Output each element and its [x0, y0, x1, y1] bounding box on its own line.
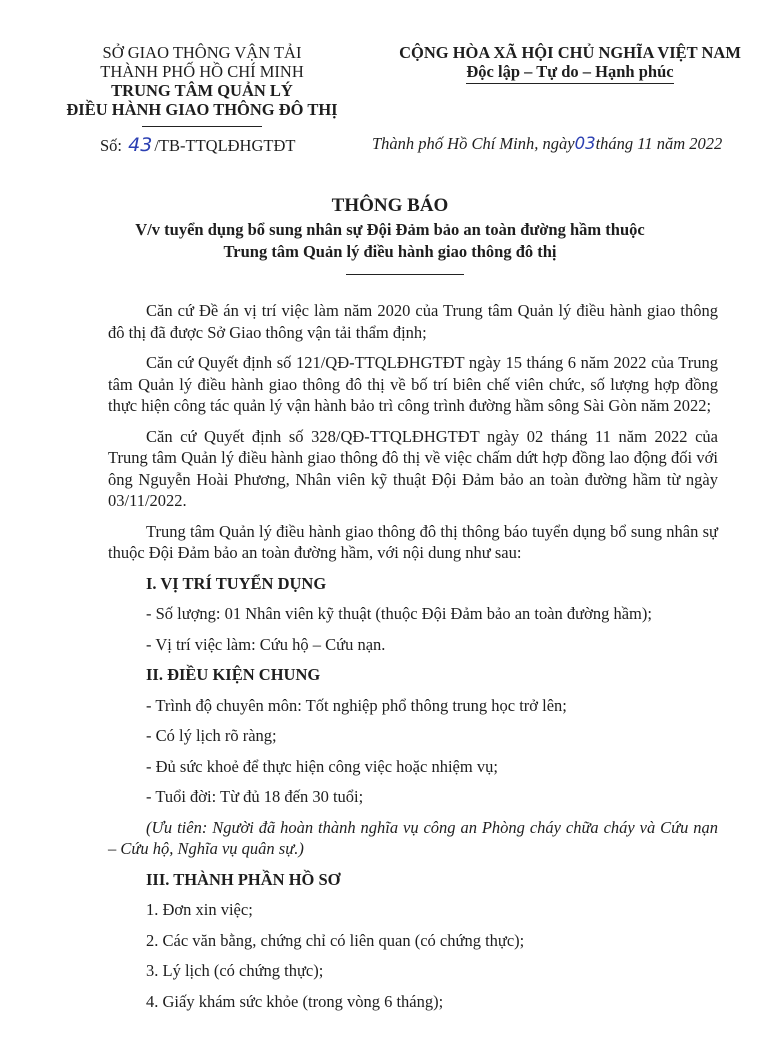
country-name: CỘNG HÒA XÃ HỘI CHỦ NGHĨA VIỆT NAM — [399, 43, 741, 62]
condition-item: - Có lý lịch rõ ràng; — [146, 726, 277, 745]
agency-line: SỞ GIAO THÔNG VẬN TẢI — [102, 43, 302, 62]
document-title: THÔNG BÁO — [331, 195, 449, 216]
agency-underline — [142, 126, 262, 127]
subtitle-line: V/v tuyển dụng bổ sung nhân sự Đội Đảm bảo an toàn đường hầm thuộc — [135, 220, 645, 239]
legal-basis-paragraph: Căn cứ Quyết định số 328/QĐ-TTQLĐHGTĐT ngày 02 tháng 11 năm 2022 của Trung tâm Quản lý điều hành giao thông đô thị về việc chấm dứt hợp đồng lao động đối với ông Nguyễn Hoài Phương, Nhân viên kỹ thuật Đội Đảm bảo an toàn đường hầm từ ngày 03/11/2022. — [108, 426, 718, 510]
subtitle-line: Trung tâm Quản lý điều hành giao thông đô thị — [223, 242, 557, 261]
agency-line: TRUNG TÂM QUẢN LÝ — [111, 81, 293, 100]
doc-number-label: Số: — [100, 136, 123, 155]
title-divider — [346, 274, 464, 275]
date-day-handwritten: 03 — [574, 134, 596, 153]
condition-item: - Đủ sức khoẻ để thực hiện công việc hoặc nhiệm vụ; — [146, 756, 498, 776]
date-prefix: Thành phố Hồ Chí Minh, ngày — [372, 134, 575, 153]
announcement-paragraph: Trung tâm Quản lý điều hành giao thông đô thị thông báo tuyển dụng bổ sung nhân sự thuộc Đội Đảm bảo an toàn đường hầm, với nội dung như sau: — [108, 521, 718, 562]
document-number — [100, 134, 295, 156]
doc-number-handwritten: 43 — [128, 134, 153, 156]
legal-basis-paragraph: Căn cứ Đề án vị trí việc làm năm 2020 của Trung tâm Quản lý điều hành giao thông đô thị đã được Sở Giao thông vận tải thẩm định; — [108, 301, 718, 342]
issuing-agency — [52, 43, 352, 119]
position-item: - Số lượng: 01 Nhân viên kỹ thuật (thuộc Đội Đảm bảo an toàn đường hầm); — [146, 604, 652, 623]
section-heading-dossier: III. THÀNH PHẦN HỒ SƠ — [146, 869, 341, 889]
priority-note: (Ưu tiên: Người đã hoàn thành nghĩa vụ công an Phòng cháy chữa cháy và Cứu nạn – Cứu hộ, Nghĩa vụ quân sự.) — [108, 817, 718, 858]
national-header — [390, 43, 750, 84]
dossier-item: 3. Lý lịch (có chứng thực); — [146, 961, 324, 980]
legal-basis-paragraph: Căn cứ Quyết định số 121/QĐ-TTQLĐHGTĐT ngày 15 tháng 6 năm 2022 của Trung tâm Quản lý điều hành giao thông đô thị về bố trí biên chế viên chức, số lượng hợp đồng thực hiện công tác quản lý vận hành bảo trì công trình đường hầm sông Sài Gòn năm 2022; — [108, 353, 718, 415]
doc-number-suffix: /TB-TTQLĐHGTĐT — [154, 136, 296, 155]
condition-item: - Tuổi đời: Từ đủ 18 đến 30 tuổi; — [146, 787, 364, 806]
section-heading-conditions: II. ĐIỀU KIỆN CHUNG — [146, 665, 321, 684]
dossier-item: 2. Các văn bằng, chứng chỉ có liên quan (có chứng thực); — [146, 930, 525, 950]
agency-line: THÀNH PHỐ HỒ CHÍ MINH — [100, 62, 304, 81]
document-body — [108, 300, 718, 1021]
position-item: - Vị trí việc làm: Cứu hộ – Cứu nạn. — [146, 634, 386, 654]
section-heading-position: I. VỊ TRÍ TUYỂN DỤNG — [146, 573, 327, 593]
document-date — [372, 134, 722, 154]
date-suffix: tháng 11 năm 2022 — [595, 134, 723, 153]
dossier-item: 1. Đơn xin việc; — [146, 900, 253, 919]
document-subtitle — [60, 219, 720, 263]
agency-line: ĐIỀU HÀNH GIAO THÔNG ĐÔ THỊ — [66, 100, 338, 119]
dossier-item: 4. Giấy khám sức khỏe (trong vòng 6 tháng); — [146, 991, 444, 1011]
national-motto: Độc lập – Tự do – Hạnh phúc — [466, 62, 673, 84]
condition-item: - Trình độ chuyên môn: Tốt nghiệp phổ thông trung học trở lên; — [146, 695, 567, 715]
